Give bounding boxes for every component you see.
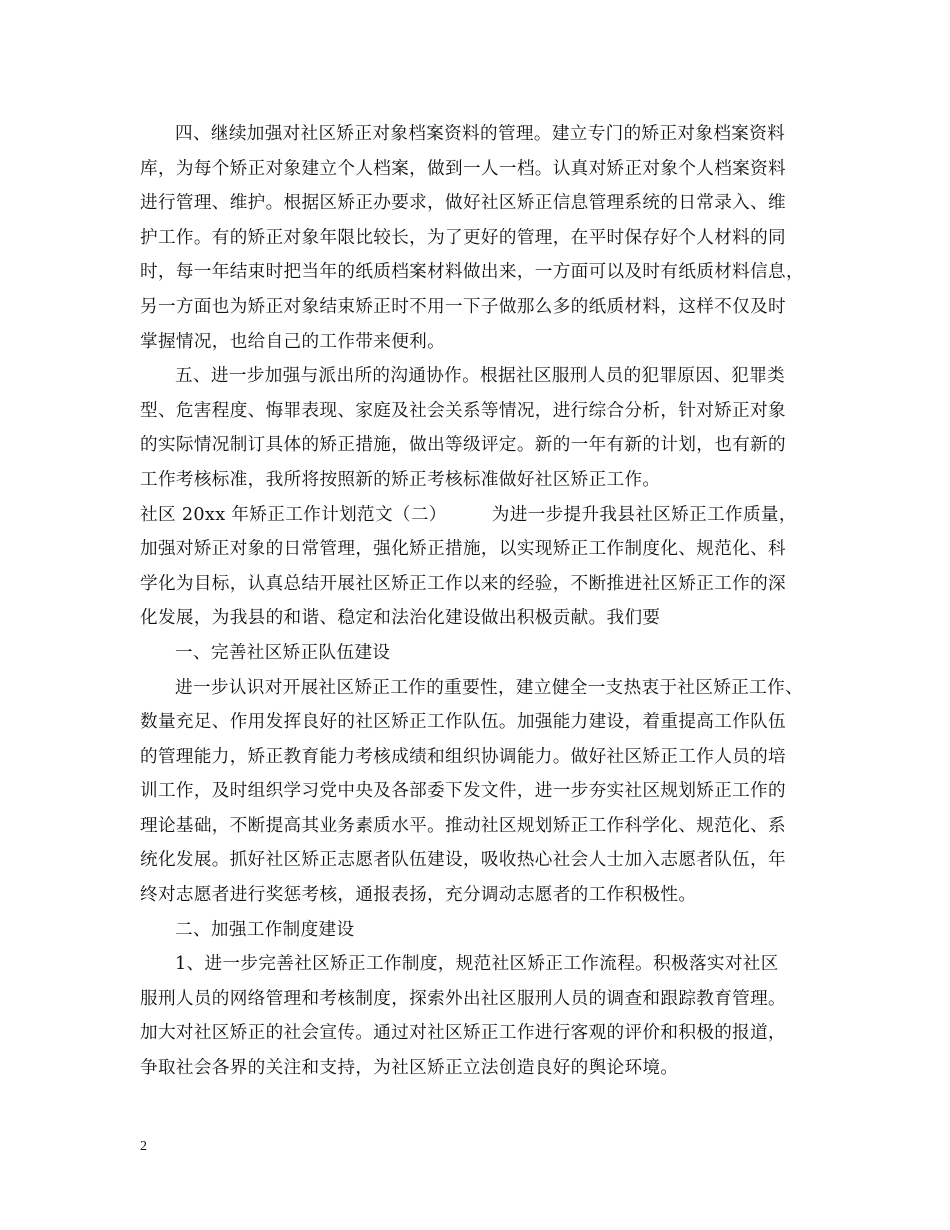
text-line: 理论基础，不断提高其业务素质水平。推动社区规划矫正工作科学化、规范化、系	[140, 815, 786, 836]
document-body	[140, 117, 820, 1086]
text-line: 另一方面也为矫正对象结束矫正时不用一下子做那么多的纸质材料，这样不仅及时	[140, 296, 786, 317]
text-line: 学化为目标，认真总结开展社区矫正工作以来的经验，不断推进社区矫正工作的深	[140, 573, 786, 594]
text-line: 1、进一步完善社区矫正工作制度，规范社区矫正工作流程。积极落实对社区	[175, 954, 779, 975]
text-line: 数量充足、作用发挥良好的社区矫正工作队伍。加强能力建设，着重提高工作队伍	[140, 712, 786, 733]
text-line: 进行管理、维护。根据区矫正办要求，做好社区矫正信息管理系统的日常录入、维	[140, 193, 786, 214]
section-title-line: 社区 20xx 年矫正工作计划范文（二） 为进一步提升我县社区矫正工作质量，	[140, 504, 797, 525]
text-line: 化发展，为我县的和谐、稳定和法治化建设做出积极贡献。我们要	[140, 608, 661, 629]
heading-line: 二、加强工作制度建设	[175, 919, 355, 940]
text-line: 的管理能力，矫正教育能力考核成绩和组织协调能力。做好社区矫正工作人员的培	[140, 746, 786, 767]
text-line: 训工作，及时组织学习党中央及各部委下发文件，进一步夯实社区规划矫正工作的	[140, 781, 786, 802]
text-line: 四、继续加强对社区矫正对象档案资料的管理。建立专门的矫正对象档案资料	[175, 124, 786, 144]
text-line: 进一步认识对开展社区矫正工作的重要性，建立健全一支热衷于社区矫正工作、	[175, 677, 804, 698]
text-line: 的实际情况制订具体的矫正措施，做出等级评定。新的一年有新的计划，也有新的	[140, 435, 786, 456]
text-line: 加大对社区矫正的社会宣传。通过对社区矫正工作进行客观的评价和积极的报道，	[140, 1023, 786, 1044]
text-line: 时，每一年结束时把当年的纸质档案材料做出来，一方面可以及时有纸质材料信息，	[140, 262, 804, 283]
text-line: 工作考核标准，我所将按照新的矫正考核标准做好社区矫正工作。	[140, 469, 661, 490]
text-line: 库，为每个矫正对象建立个人档案，做到一人一档。认真对矫正对象个人档案资料	[140, 158, 786, 179]
text-line: 加强对矫正对象的日常管理，强化矫正措施，以实现矫正工作制度化、规范化、科	[140, 539, 786, 560]
text-line: 五、进一步加强与派出所的沟通协作。根据社区服刑人员的犯罪原因、犯罪类	[175, 366, 786, 387]
page-number: 2	[140, 1139, 147, 1154]
text-line: 护工作。有的矫正对象年限比较长，为了更好的管理，在平时保存好个人材料的同	[140, 227, 786, 248]
text-line: 争取社会各界的关注和支持，为社区矫正立法创造良好的舆论环境。	[140, 1058, 679, 1079]
text-line: 服刑人员的网络管理和考核制度，探索外出社区服刑人员的调查和跟踪教育管理。	[140, 988, 786, 1009]
heading-line: 一、完善社区矫正队伍建设	[175, 642, 391, 663]
text-line: 终对志愿者进行奖惩考核，通报表扬，充分调动志愿者的工作积极性。	[140, 885, 697, 906]
text-line: 统化发展。抓好社区矫正志愿者队伍建设，吸收热心社会人士加入志愿者队伍，年	[140, 850, 786, 871]
text-line: 型、危害程度、悔罪表现、家庭及社会关系等情况，进行综合分析，针对矫正对象	[140, 400, 786, 421]
text-line: 掌握情况，也给自己的工作带来便利。	[140, 331, 446, 352]
